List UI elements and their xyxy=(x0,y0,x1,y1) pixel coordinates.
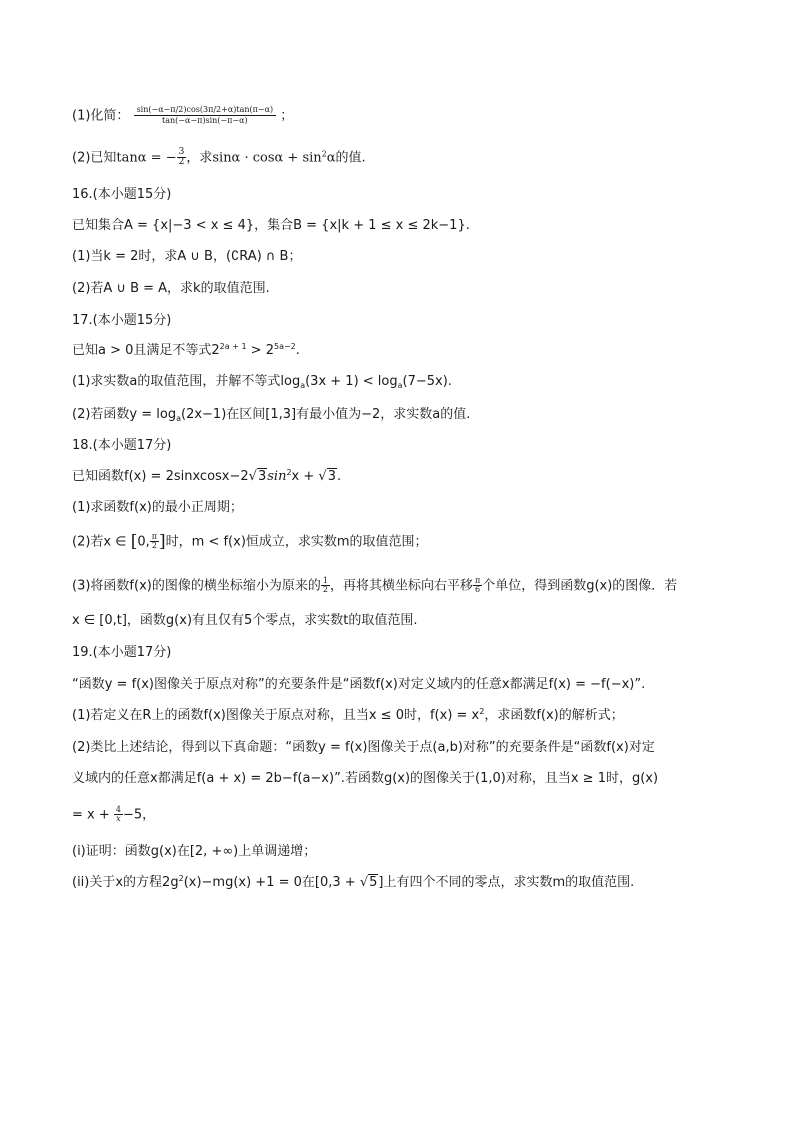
q19-part-i: (i)证明：函数g(x)在[2, +∞)上单调递增； xyxy=(72,844,317,859)
q17-stem-suffix: . xyxy=(295,343,300,358)
q17-stem-mid: > 2 xyxy=(246,343,274,358)
q15-part2-suffix: 的值. xyxy=(335,150,366,166)
q18-interval-num: π xyxy=(151,532,158,541)
q15-given-den: 2 xyxy=(178,157,185,168)
q19-part-ii-mid: (x)−mg(x) +1 = 0在[0,3 + xyxy=(183,875,360,890)
q15-part2-label: (2)已知 xyxy=(72,150,117,166)
q18-interval-den: 2 xyxy=(151,541,157,551)
q15-expression-tail: α xyxy=(326,150,336,166)
q18-exp: 2 xyxy=(286,468,292,477)
q17-log-base-1: a xyxy=(300,381,306,390)
q18-part3-prefix: (3)将函数f(x)的图像的横坐标缩小为原来的 xyxy=(72,578,321,594)
q17-exponent-2: 5a−2 xyxy=(273,342,296,351)
q17-header: 17.(本小题15分) xyxy=(72,313,172,328)
q18-shift-fraction xyxy=(473,577,482,595)
right-bracket-icon: ] xyxy=(159,531,166,552)
q18-part2-tail: 时，m < f(x)恒成立，求实数m的取值范围； xyxy=(165,534,428,550)
q17-exponent-1: 2a + 1 xyxy=(219,342,247,351)
q19-sqrt-5: 5 xyxy=(369,875,378,890)
q18-part3-mid: ，再将其横坐标向右平移 xyxy=(329,578,473,594)
q19-part-ii-prefix: (ii)关于x的方程2g xyxy=(72,875,179,890)
q15-simplify-fraction xyxy=(134,106,277,126)
q19-part-ii xyxy=(72,874,634,892)
q17-log-base-3: a xyxy=(176,414,181,423)
q18-shift-den: 6 xyxy=(475,585,481,595)
q17-part2-tail: (2x−1)在区间[1,3]有最小值为−2，求实数a的值. xyxy=(181,407,471,422)
q15-fraction-denominator: tan(−α−π)sin(−π−α) xyxy=(162,116,248,126)
q16-part2: (2)若A ∪ B = A，求k的取值范围. xyxy=(72,281,270,296)
q18-sqrt-2: 3 xyxy=(327,469,336,484)
q19-exp: 2 xyxy=(479,707,485,716)
sqrt-icon: √5 xyxy=(359,875,378,890)
sqrt-icon: √3 xyxy=(318,469,336,484)
q18-sqrt-1: 3 xyxy=(257,469,267,484)
q18-half-den: 2 xyxy=(322,585,328,595)
q18-stem-mid: sin xyxy=(267,469,287,484)
q17-part1-mid: (3x + 1) < log xyxy=(305,374,398,389)
q16-stem: 已知集合A = {x|−3 < x ≤ 4}，集合B = {x|k + 1 ≤ x ≤ 2k−1}. xyxy=(72,218,470,233)
q18-part1: (1)求函数f(x)的最小正周期； xyxy=(72,500,243,515)
q19-part1 xyxy=(72,707,624,725)
q15-part1 xyxy=(72,106,293,126)
q17-part2-prefix: (2)若函数y = log xyxy=(72,407,177,422)
q15-part2 xyxy=(72,148,366,168)
q15-part1-suffix: ； xyxy=(280,108,294,124)
q19-g-fraction xyxy=(114,806,123,824)
left-bracket-icon: [ xyxy=(130,531,138,552)
q15-given-tan: tanα = − xyxy=(116,150,177,166)
q19-line3-tail: −5， xyxy=(122,807,156,823)
q19-line3-prefix: = x + xyxy=(72,807,114,823)
q18-stem-suffix: . xyxy=(336,469,342,484)
q15-given-num: 3 xyxy=(178,147,185,157)
q18-half-fraction xyxy=(321,577,330,595)
q19-part2-line2: 义域内的任意x都满足f(a + x) = 2b−f(a−x)”.若函数g(x)的图像关于(1,0)对称，且当x ≥ 1时，g(x) xyxy=(72,771,659,786)
q18-part3 xyxy=(72,577,677,595)
q19-g-den: x xyxy=(116,814,121,824)
q15-exp: 2 xyxy=(321,149,327,159)
q19-header: 19.(本小题17分) xyxy=(72,645,172,660)
q19-exp-ii: 2 xyxy=(178,874,184,883)
q19-g-num: 4 xyxy=(115,805,121,814)
q16-header: 16.(本小题15分) xyxy=(72,187,172,202)
q18-stem xyxy=(72,468,341,486)
q19-stem: “函数y = f(x)图像关于原点对称”的充要条件是“函数f(x)对定义域内的任意x都满足f(x) = −f(−x)”. xyxy=(72,677,646,692)
q19-part1-prefix: (1)若定义在R上的函数f(x)图像关于原点对称，且当x ≤ 0时，f(x) = x xyxy=(72,708,480,723)
q17-part1 xyxy=(72,373,452,391)
q17-part2 xyxy=(72,406,470,424)
q19-part1-tail: ，求函数f(x)的解析式； xyxy=(484,708,624,723)
q16-part1: (1)当k = 2时，求A ∪ B，(∁RA) ∩ B； xyxy=(72,249,302,264)
q15-part1-label: (1)化简： xyxy=(72,108,130,124)
q15-expression: sinα · cosα + sin xyxy=(212,150,322,166)
q18-part2 xyxy=(72,533,428,551)
q18-header: 18.(本小题17分) xyxy=(72,438,172,453)
q17-stem-prefix: 已知a > 0且满足不等式2 xyxy=(72,343,220,358)
q18-interval-left: 0, xyxy=(137,534,150,550)
q19-part2-line3 xyxy=(72,806,155,824)
q19-part2-line1: (2)类比上述结论，得到以下真命题：“函数y = f(x)图像关于点(a,b)对称”的充要条件是“函数f(x)对定 xyxy=(72,740,655,755)
q15-fraction-numerator: sin(−α−π/2)cos(3π/2+α)tan(π−α) xyxy=(134,106,277,116)
q17-stem xyxy=(72,342,300,360)
q19-part-ii-tail: ]上有四个不同的零点，求实数m的取值范围. xyxy=(378,875,635,890)
q18-stem-prefix: 已知函数f(x) = 2sinxcosx−2 xyxy=(72,469,249,484)
q18-stem-tail: x + xyxy=(291,469,319,484)
q18-part2-prefix: (2)若x ∈ xyxy=(72,534,131,550)
q18-shift-num: π xyxy=(474,576,481,585)
q17-part1-tail: (7−5x). xyxy=(402,374,452,389)
q18-part3-line2: x ∈ [0,t]，函数g(x)有且仅有5个零点，求实数t的取值范围. xyxy=(72,613,418,628)
q17-part1-text: (1)求实数a的取值范围，并解不等式log xyxy=(72,374,301,389)
q15-given-fraction xyxy=(177,148,187,168)
q17-log-base-2: a xyxy=(397,381,403,390)
q18-part3-tail: 个单位，得到函数g(x)的图像．若 xyxy=(482,578,678,594)
sqrt-icon: √3 xyxy=(248,469,267,484)
q15-part2-mid: ，求 xyxy=(186,150,213,166)
q18-interval-fraction xyxy=(150,533,159,551)
q18-half-num: 1 xyxy=(322,576,328,585)
